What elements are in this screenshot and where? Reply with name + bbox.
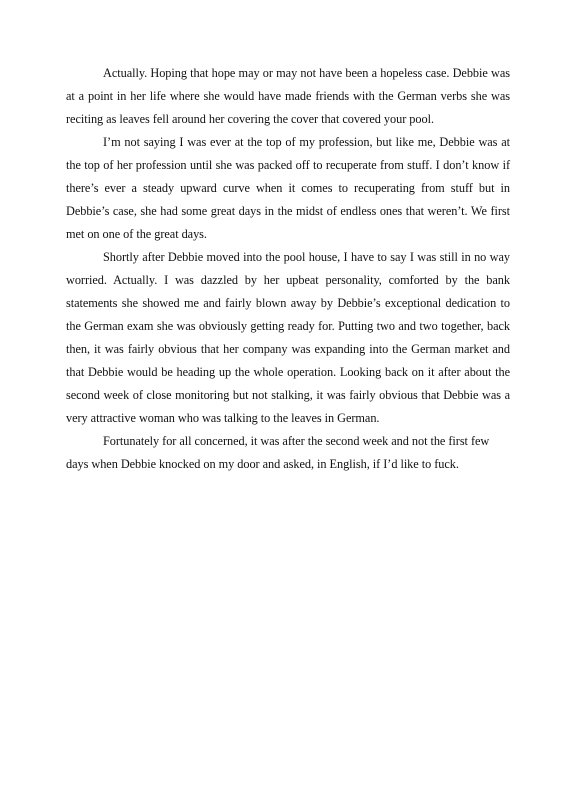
- paragraph-4: Fortunately for all concerned, it was after the second week and not the first few days when Debbie knocked on my door and asked, in English, if I’d like to fuck.: [66, 434, 490, 471]
- paragraph-1: Actually. Hoping that hope may or may not have been a hopeless case. Debbie was at a point in her life where she would have made friends with the German verbs she was reciting as leaves fell around her covering the cover that covered your pool.: [66, 66, 510, 126]
- document-body: [66, 62, 510, 476]
- paragraph-3: Shortly after Debbie moved into the pool house, I have to say I was still in no way worried. Actually. I was dazzled by her upbeat personality, comforted by the bank statements she showed me and fairly blown away by Debbie’s exceptional dedication to the German exam she was obviously getting ready for. Putting two and two together, back then, it was fairly obvious that her company was expanding into the German market and that Debbie would be heading up the whole operation. Looking back on it after about the second week of close monitoring but not stalking, it was fairly obvious that Debbie was a very attractive woman who was talking to the leaves in German.: [66, 250, 510, 425]
- paragraph-2: I’m not saying I was ever at the top of my profession, but like me, Debbie was at the top of her profession until she was packed off to recuperate from stuff. I don’t know if there’s ever a steady upward curve when it comes to recuperating from stuff but in Debbie’s case, she had some great days in the midst of endless ones that weren’t. We first met on one of the great days.: [66, 135, 510, 241]
